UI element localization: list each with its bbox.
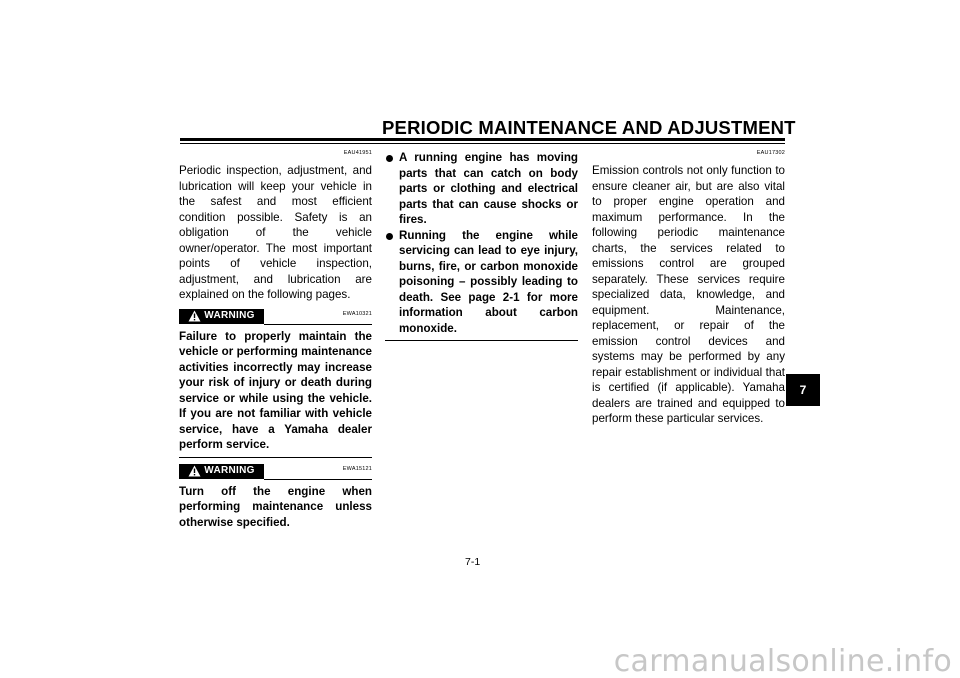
warning-text: Turn off the engine when performing maintenance unless otherwise specified.	[179, 484, 372, 529]
warning-label: WARNING	[204, 465, 255, 477]
list-item-text: Running the engine while servicing can lead to eye injury, burns, fire, or carbon monoxide poisoning – possibly leading to death. See page 2-1 for more information about carbon monoxide.	[399, 228, 578, 335]
warning-header	[179, 462, 372, 484]
list-item	[385, 150, 578, 228]
section-code: EAU17302	[756, 150, 785, 156]
list-item	[385, 228, 578, 337]
emission-paragraph: Emission controls not only function to ensure cleaner air, but are also vital to proper engine operation and maximum performance. In the following periodic maintenance charts, the services related to emissions control are grouped separately. These services require specialized data, knowledge, and equipment. Maintenance, replacement, or repair of the emission control devices and systems may be performed by any repair establishment or individual that is certified (if applicable). Yamaha dealers are trained and equipped to perform these particular services.	[592, 164, 785, 425]
chapter-tab: 7	[786, 374, 820, 406]
warning-badge	[179, 309, 264, 324]
header-rule-thin	[180, 143, 785, 144]
warning-code: EWA15121	[342, 465, 372, 472]
section-code: EAU41951	[343, 150, 372, 156]
warning-label: WARNING	[204, 310, 255, 322]
warning-triangle-icon	[188, 465, 201, 477]
watermark-text: carmanualsonline.info	[613, 644, 952, 678]
column-1	[179, 150, 372, 530]
warning-rule	[264, 479, 372, 480]
intro-paragraph: Periodic inspection, adjustment, and lubrication will keep your vehicle in the safest and most efficient condition possible. Safety is an obligation of the vehicle owner/operator. The most important points of vehicle inspection, adjustment, and lubrication are explained on the following pages.	[179, 164, 372, 301]
warning-badge	[179, 464, 264, 479]
watermark	[0, 644, 960, 678]
warning-bullet-list	[385, 150, 578, 336]
page-header-title: PERIODIC MAINTENANCE AND ADJUSTMENT	[382, 117, 796, 138]
column-2	[385, 150, 578, 345]
warning-code: EWA10321	[342, 310, 372, 317]
column-3	[592, 150, 785, 427]
bullet-icon	[386, 233, 393, 240]
bullet-icon	[386, 155, 393, 162]
warning-header	[179, 307, 372, 329]
warning-end-rule	[385, 340, 578, 341]
warning-triangle-icon	[188, 310, 201, 322]
list-item-text: A running engine has moving parts that can catch on body parts or clothing and electrical parts that can cause shocks or fires.	[399, 151, 578, 226]
warning-text: Failure to properly maintain the vehicle or performing maintenance activities incorrectly may increase your risk of injury or death during service or while using the vehicle. If you are not familiar with vehicle service, have a Yamaha dealer perform service.	[179, 329, 372, 451]
warning-end-rule	[179, 457, 372, 458]
header-rule-thick	[180, 138, 785, 141]
page-number: 7-1	[465, 556, 481, 568]
warning-rule	[264, 324, 372, 325]
